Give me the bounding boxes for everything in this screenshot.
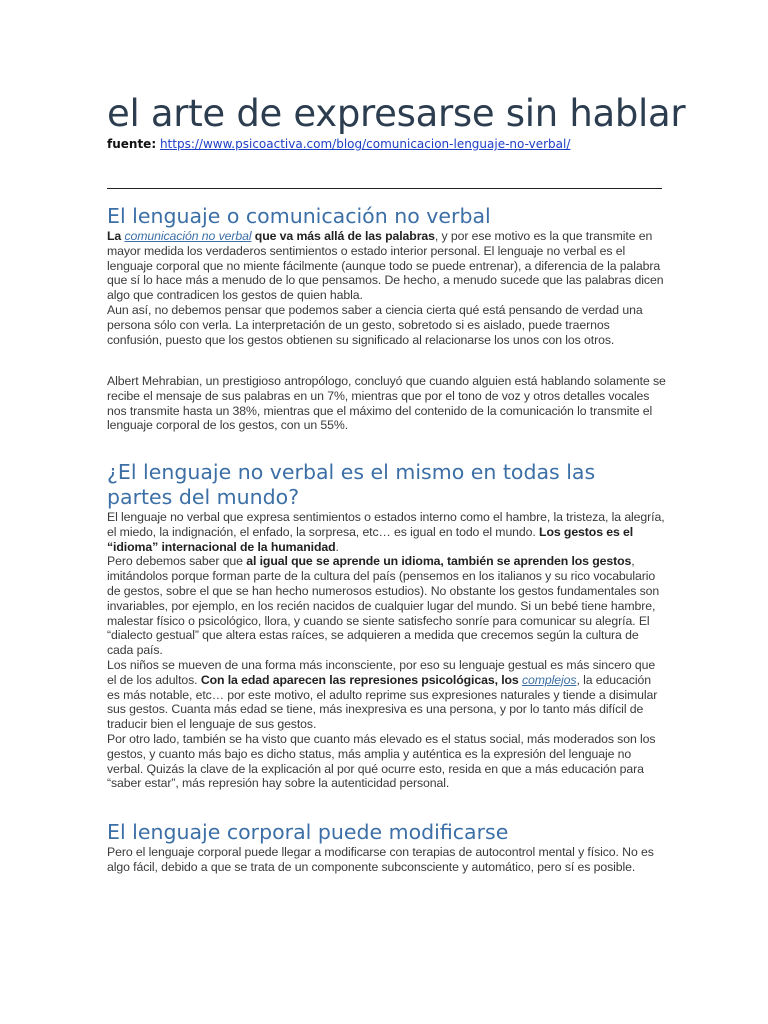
section-mehrabian [107, 374, 667, 433]
inline-link[interactable]: complejos [522, 672, 577, 687]
text-run: . [335, 539, 339, 554]
paragraph [107, 658, 667, 732]
source-line [107, 137, 570, 151]
source-label: fuente: [107, 137, 157, 151]
text-run: Los niños se mueven de una forma más inconsciente, por eso su lenguaje gestual es más sincero que el de los adultos. [107, 657, 656, 687]
bold-run: Los gestos es el “idioma” internacional de la humanidad [107, 524, 634, 554]
section-heading: ¿El lenguaje no verbal es el mismo en todas las partes del mundo? [107, 460, 596, 509]
horizontal-divider [107, 188, 662, 189]
paragraph: Por otro lado, también se ha visto que cuanto más elevado es el status social, más moderados son los gestos, y cuanto más bajo es dicho status, más amplia y auténtica es la expresión del lenguaje no verbal. Quizás la clave de la explicación al por qué ocurre esto, resida en que a más educación para “saber estar”, más represión hay sobre la autenticidad personal. [107, 731, 656, 791]
text-run: , imitándolos porque forman parte de la cultura del país (pensemos en los italianos y su rico vocabulario de gestos, sobre el que se han hecho numerosos estudios). No obstante los gestos fundamentales son invariables, por ejemplo, en los recién nacidos de cualquier lugar del mundo. Si un bebé tiene hambre, malestar físico o psicológico, llora, y cuando se siente satisfecho sonríe para comunicar su alegría. El “dialecto gestual” que altera estas raíces, se adquieren a medida que crecemos según la cultura de cada país. [107, 554, 660, 658]
paragraph [107, 229, 667, 303]
bold-run: que va más allá de las palabras [251, 229, 435, 243]
bold-run: al igual que se aprende un idioma, también se aprenden los gestos [246, 554, 632, 569]
paragraph [107, 554, 667, 658]
page-title: el arte de expresarse sin hablar [107, 92, 686, 135]
paragraph [107, 510, 667, 554]
text-run: , la educación es más notable, etc… por este motivo, el adulto reprime sus expresiones naturales y tiende a disimular sus gestos. Cuanta más edad se tiene, más inexpresiva es una persona, y por lo tanto más difícil de traducir bien el lenguaje de sus gestos. [107, 672, 658, 732]
text-run: El lenguaje no verbal que expresa sentimientos o estados interno como el hambre, la tristeza, la alegría, el miedo, la indignación, el enfado, la sorpresa, etc… es igual en todo el mundo. [107, 510, 665, 539]
text-run: , y por ese motivo es la que transmite en mayor medida los verdaderos sentimientos o estado interior personal. El lenguaje no verbal es el lenguaje corporal que no miente fácilmente (aunque todo se puede entrenar), a diferencia de la palabra que sí lo hace más a menudo de lo que pensamos. De hecho, a menudo sucede que las palabras dicen algo que contradicen los gestos de quien habla. [107, 229, 664, 303]
bold-run: Con la edad aparecen las represiones psicológicas, los [200, 672, 522, 687]
section-universal-language [107, 460, 667, 791]
text-run: Pero debemos saber que [107, 554, 247, 569]
section-nonverbal-intro [107, 204, 667, 347]
paragraph: Pero el lenguaje corporal puede llegar a modificarse con terapias de autocontrol mental y físico. No es algo fácil, debido a que se trata de un componente subconsciente y automático, pero sí es posible. [107, 845, 654, 874]
paragraph: Albert Mehrabian, un prestigioso antropólogo, concluyó que cuando alguien está hablando solamente se recibe el mensaje de sus palabras en un 7%, mientras que por el tono de voz y otros detalles vocales nos transmite hasta un 38%, mientras que el máximo del contenido de la comunicación lo transmite el lenguaje corporal de los gestos, con un 55%. [107, 374, 666, 433]
section-heading: El lenguaje o comunicación no verbal [107, 204, 491, 228]
section-body-language-modify [107, 820, 667, 875]
inline-link[interactable]: comunicación no verbal [124, 229, 252, 243]
text-run: La [107, 229, 125, 243]
paragraph: Aun así, no debemos pensar que podemos saber a ciencia cierta qué está pensando de verdad una persona sólo con verla. La interpretación de un gesto, sobretodo si es aislado, puede traernos confusión, puesto que los gestos obtienen su significado al relacionarse los unos con los otros. [107, 302, 643, 347]
section-heading: El lenguaje corporal puede modificarse [107, 820, 509, 844]
source-link[interactable]: https://www.psicoactiva.com/blog/comunicacion-lenguaje-no-verbal/ [159, 137, 571, 151]
